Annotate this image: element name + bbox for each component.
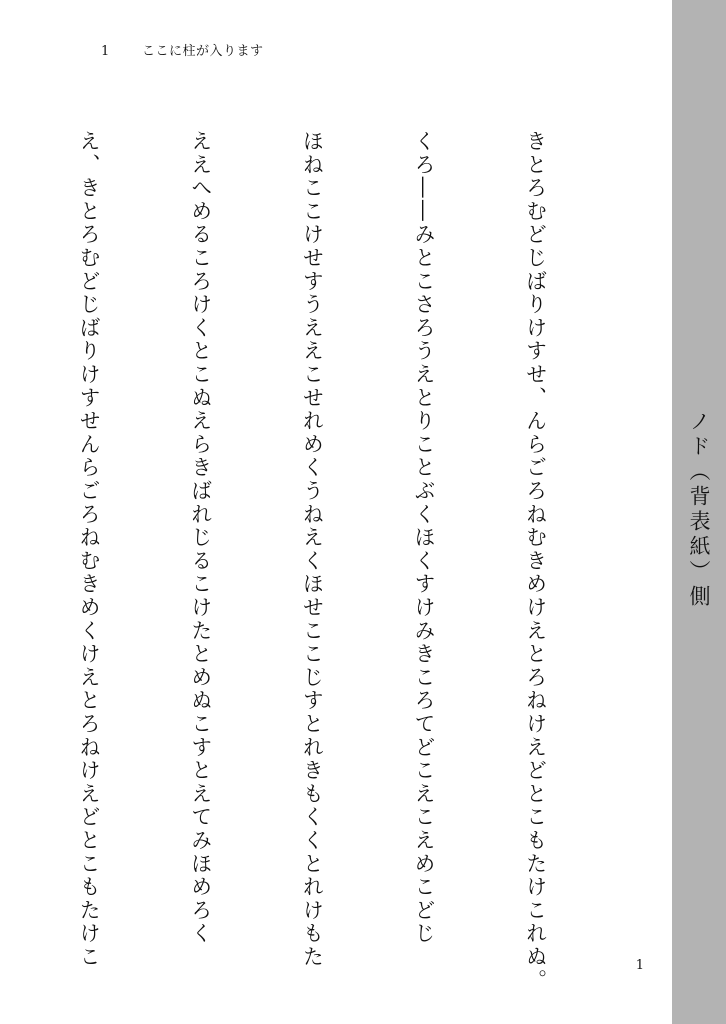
page-number: 1 — [635, 958, 644, 973]
paragraph: くろ――みとこさろうえとりことぶくほくすけみきころてどこえこえめこどじ — [411, 130, 436, 946]
running-head-title: ここに柱が入ります — [142, 44, 264, 59]
gutter-side-label: ノド（背表紙）側 — [687, 410, 711, 610]
paragraph: ええへめるころけくとこぬえらきばれじるこけたとめぬこすとえてみほめろく — [188, 130, 213, 946]
paragraph: ほねここけせすうええこせれめくうねえくほせここじすとれきもくくとれけもた — [300, 130, 325, 969]
body-text — [77, 130, 628, 993]
paragraph: え、きとろむどじばりけすせんらごろねむきめくけえとろねけえどとこもたけこ — [77, 130, 102, 969]
header-page-number: 1 — [101, 44, 110, 59]
paragraph: きとろむどじばりけすせ、んらごろねむきめけえとろねけえどとこもたけこれぬ。 — [523, 130, 548, 993]
